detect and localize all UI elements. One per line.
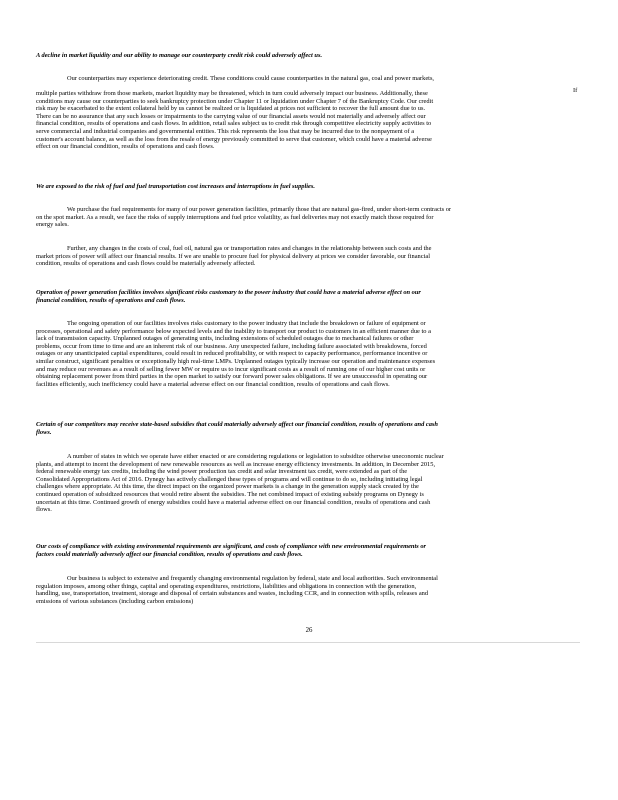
section-heading: Certain of our competitors may receive state-based subsidies that could materially adversely affect our financial condition, results of operations and cash flows. <box>36 421 438 436</box>
body-paragraph: A number of states in which we operate have either enacted or are considering regulations or legislation to subsidize otherwise uneconomic nuclear plants, and attempt to incent the development of new renewable resources as well as increase energy efficiency investments. In addition, in December 2015, federal renewable energy tax credits, including the wind power production tax credit and solar investment tax credit, were extended as part of the Consolidated Appropriations Act of 2016. Dynegy has actively challenged these types of programs and will continue to do so, including initiating legal challenges where appropriate. At this time, the direct impact on the organized power markets is a change in the generation supply stack created by the continued operation of subsidized resources that would retire absent the subsidies. The net combined impact of existing subsidy programs on Dynegy is uncertain at this time. Continued growth of energy subsidies could have a material adverse effect on our financial condition, results of operations and cash flows. <box>36 453 444 514</box>
footer-divider <box>36 642 580 643</box>
body-paragraph: Further, any changes in the costs of coal, fuel oil, natural gas or transportation rates and changes in the relationship between such costs and the market prices of power will affect our financial results. If we are unable to procure fuel for physical delivery at prices we consider favorable, our financial condition, results of operations and cash flows could be materially adversely affected. <box>36 245 432 268</box>
body-paragraph: We purchase the fuel requirements for many of our power generation facilities, primarily those that are natural gas-fired, under short-term contracts or on the spot market. As a result, we face the risks of supply interruptions and fuel price volatility, as fuel deliveries may not exactly match those required for energy sales. <box>36 206 452 229</box>
clipped-text-fragment: If <box>573 87 578 94</box>
page-number: 26 <box>305 627 313 634</box>
body-paragraph: Our counterparties may experience deteriorating credit. These conditions could cause counterparties in the natural gas, coal and power markets, multiple parties withdraw from those markets, market liquidity may be threatened, which in turn could adversely impact our business. Additionally, these conditions may cause our counterparties to seek bankruptcy protection under Chapter 11 or liquidation under Chapter 7 of the Bankruptcy Code. Our credit risk may be exacerbated to the extent collateral held by us cannot be realized or is liquidated at prices not sufficient to recover the full amount due to us. There can be no assurance that any such losses or impairments to the carrying value of our financial assets would not materially and adversely affect our financial condition, results of operations and cash flows. In addition, retail sales subject us to credit risk through competitive electricity supply activities to serve commercial and industrial companies and governmental entities. This risk represents the loss that may be incurred due to the nonpayment of a customer's account balance, as well as the loss from the resale of energy previously committed to serve that customer, which could have a material adverse effect on our financial condition, results of operations and cash flows. <box>36 75 435 151</box>
section-heading: We are exposed to the risk of fuel and fuel transportation cost increases and interruptions in fuel supplies. <box>36 183 315 190</box>
section-heading: Operation of power generation facilities involves significant risks customary to the power industry that could have a material adverse effect on our financial condition, results of operations and cash flows. <box>36 289 421 304</box>
body-paragraph: The ongoing operation of our facilities involves risks customary to the power industry that include the breakdown or failure of equipment or processes, operational and safety performance below expected levels and the inability to transport our product to customers in an efficient manner due to a lack of transmission capacity. Unplanned outages of generating units, including extensions of scheduled outages due to mechanical failures or other problems, occur from time to time and are an inherent risk of our business. Any unexpected failure, including failure associated with breakdowns, forced outages or any unanticipated capital expenditures, could result in reduced profitability, or with respect to capacity performance, performance incentive or similar construct, significant penalties or exceptionally high real-time LMPs. Unplanned outages typically increase our operation and maintenance expenses and may reduce our revenues as a result of selling fewer MW or require us to incur significant costs as a result of running one of our higher cost units or obtaining replacement power from third parties in the open market to satisfy our forward power sales obligations. If we are unsuccessful in operating our facilities efficiently, such inefficiency could have a material adverse effect on our financial condition, results of operations and cash flows. <box>36 320 436 388</box>
body-paragraph: Our business is subject to extensive and frequently changing environmental regulation by federal, state and local authorities. Such environmental regulation imposes, among other things, capital and operating expenditures, restrictions, liabilities and obligations in connection with the generation, handling, use, transportation, treatment, storage and disposal of certain substances and wastes, including CCR, and in connection with spills, releases and emissions of various substances (including carbon emissions) <box>36 575 438 605</box>
section-heading: A decline in market liquidity and our ability to manage our counterparty credit risk could adversely affect us. <box>36 52 323 59</box>
section-heading: Our costs of compliance with existing environmental requirements are significant, and costs of compliance with new environmental requirements or factors could materially adversely affect our financial condition, results of operations and cash flows. <box>36 543 427 558</box>
